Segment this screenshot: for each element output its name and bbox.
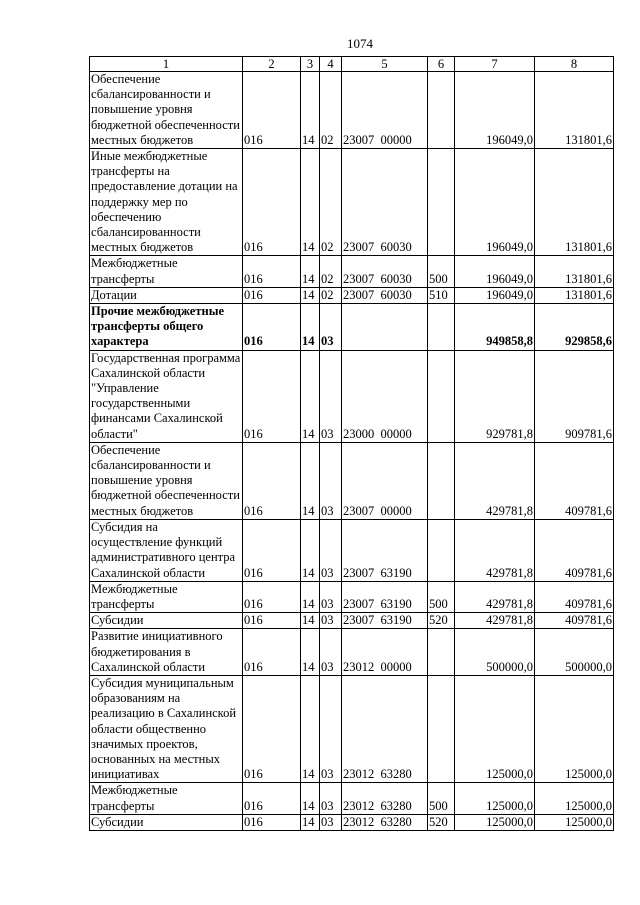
cell-ministry-code: 016 [243,304,301,351]
cell-expense-type [428,304,455,351]
cell-target-article: 23007 60030 [342,149,428,256]
cell-subsection: 03 [320,629,342,676]
budget-table [89,56,614,831]
cell-section: 14 [301,442,320,519]
cell-ministry-code: 016 [243,149,301,256]
table-row [90,675,614,782]
cell-name: Субсидии [90,814,243,830]
cell-subsection: 03 [320,675,342,782]
header-row [90,57,614,72]
cell-amount-2: 131801,6 [535,287,614,303]
cell-amount-2: 500000,0 [535,629,614,676]
cell-subsection: 02 [320,287,342,303]
cell-amount-1: 429781,8 [455,442,535,519]
column-header: 6 [428,57,455,72]
cell-amount-1: 500000,0 [455,629,535,676]
cell-amount-2: 409781,6 [535,442,614,519]
cell-target-article: 23007 00000 [342,442,428,519]
table-row [90,256,614,287]
cell-expense-type: 500 [428,256,455,287]
cell-section: 14 [301,72,320,149]
cell-ministry-code: 016 [243,629,301,676]
cell-target-article: 23007 60030 [342,256,428,287]
cell-target-article: 23000 00000 [342,350,428,442]
column-header: 8 [535,57,614,72]
cell-ministry-code: 016 [243,72,301,149]
cell-subsection: 03 [320,613,342,629]
cell-name: Субсидия на осуществление функций административного центра Сахалинской области [90,519,243,581]
table-row [90,629,614,676]
cell-expense-type [428,675,455,782]
cell-amount-1: 949858,8 [455,304,535,351]
column-header: 5 [342,57,428,72]
cell-ministry-code: 016 [243,287,301,303]
cell-section: 14 [301,256,320,287]
cell-name: Прочие межбюджетные трансферты общего характера [90,304,243,351]
table-row [90,613,614,629]
cell-expense-type: 520 [428,814,455,830]
cell-section: 14 [301,629,320,676]
cell-amount-2: 409781,6 [535,613,614,629]
cell-expense-type: 520 [428,613,455,629]
cell-expense-type: 500 [428,783,455,814]
cell-amount-1: 196049,0 [455,72,535,149]
column-header: 2 [243,57,301,72]
cell-amount-1: 196049,0 [455,287,535,303]
table-row [90,814,614,830]
cell-target-article: 23007 63190 [342,581,428,612]
cell-name: Межбюджетные трансферты [90,783,243,814]
cell-ministry-code: 016 [243,675,301,782]
cell-amount-2: 131801,6 [535,72,614,149]
cell-name: Обеспечение сбалансированности и повышение уровня бюджетной обеспеченности местных бюджетов [90,442,243,519]
cell-ministry-code: 016 [243,613,301,629]
table-row [90,783,614,814]
cell-amount-2: 909781,6 [535,350,614,442]
cell-amount-1: 196049,0 [455,149,535,256]
cell-subsection: 03 [320,304,342,351]
cell-target-article: 23012 63280 [342,783,428,814]
cell-ministry-code: 016 [243,581,301,612]
cell-section: 14 [301,613,320,629]
table-row [90,72,614,149]
cell-ministry-code: 016 [243,783,301,814]
cell-section: 14 [301,783,320,814]
cell-amount-2: 125000,0 [535,814,614,830]
cell-name: Обеспечение сбалансированности и повышение уровня бюджетной обеспеченности местных бюджетов [90,72,243,149]
cell-amount-1: 429781,8 [455,613,535,629]
cell-subsection: 02 [320,149,342,256]
table-row [90,519,614,581]
table-row [90,442,614,519]
cell-amount-1: 429781,8 [455,519,535,581]
cell-target-article: 23012 00000 [342,629,428,676]
cell-name: Субсидии [90,613,243,629]
cell-target-article: 23007 63190 [342,613,428,629]
cell-amount-2: 125000,0 [535,783,614,814]
cell-expense-type [428,629,455,676]
cell-expense-type [428,350,455,442]
cell-target-article: 23007 00000 [342,72,428,149]
cell-section: 14 [301,287,320,303]
cell-section: 14 [301,581,320,612]
cell-amount-1: 125000,0 [455,783,535,814]
column-header: 4 [320,57,342,72]
cell-target-article: 23007 60030 [342,287,428,303]
cell-amount-1: 125000,0 [455,675,535,782]
cell-section: 14 [301,304,320,351]
cell-amount-1: 929781,8 [455,350,535,442]
cell-expense-type: 510 [428,287,455,303]
cell-section: 14 [301,149,320,256]
cell-amount-1: 429781,8 [455,581,535,612]
cell-name: Развитие инициативного бюджетирования в Сахалинской области [90,629,243,676]
column-header: 7 [455,57,535,72]
cell-amount-2: 131801,6 [535,256,614,287]
cell-subsection: 03 [320,783,342,814]
cell-subsection: 03 [320,519,342,581]
cell-subsection: 02 [320,256,342,287]
cell-subsection: 03 [320,814,342,830]
cell-ministry-code: 016 [243,442,301,519]
cell-name: Иные межбюджетные трансферты на предоставление дотации на поддержку мер по обеспечению сбалансированности местных бюджетов [90,149,243,256]
cell-section: 14 [301,350,320,442]
cell-name: Государственная программа Сахалинской области "Управление государственными финансами Сахалинской области" [90,350,243,442]
cell-name: Субсидия муниципальным образованиям на реализацию в Сахалинской области общественно значимых проектов, основанных на местных инициативах [90,675,243,782]
cell-ministry-code: 016 [243,519,301,581]
column-header: 1 [90,57,243,72]
cell-target-article: 23007 63190 [342,519,428,581]
table-row [90,304,614,351]
page-number: 1074 [347,36,373,51]
cell-ministry-code: 016 [243,814,301,830]
cell-section: 14 [301,519,320,581]
table-row [90,581,614,612]
cell-name: Межбюджетные трансферты [90,581,243,612]
column-header: 3 [301,57,320,72]
cell-amount-2: 929858,6 [535,304,614,351]
cell-amount-1: 196049,0 [455,256,535,287]
cell-subsection: 03 [320,442,342,519]
cell-ministry-code: 016 [243,256,301,287]
cell-amount-2: 409781,6 [535,519,614,581]
cell-name: Межбюджетные трансферты [90,256,243,287]
cell-subsection: 03 [320,350,342,442]
cell-target-article: 23012 63280 [342,675,428,782]
cell-amount-1: 125000,0 [455,814,535,830]
cell-expense-type [428,442,455,519]
cell-amount-2: 125000,0 [535,675,614,782]
table-row [90,149,614,256]
cell-amount-2: 131801,6 [535,149,614,256]
cell-section: 14 [301,675,320,782]
table-body [90,72,614,831]
table-row [90,287,614,303]
cell-amount-2: 409781,6 [535,581,614,612]
cell-subsection: 02 [320,72,342,149]
cell-ministry-code: 016 [243,350,301,442]
cell-target-article: 23012 63280 [342,814,428,830]
cell-expense-type [428,149,455,256]
table-row [90,350,614,442]
cell-target-article [342,304,428,351]
cell-subsection: 03 [320,581,342,612]
cell-expense-type [428,519,455,581]
cell-name: Дотации [90,287,243,303]
cell-expense-type [428,72,455,149]
cell-section: 14 [301,814,320,830]
cell-expense-type: 500 [428,581,455,612]
